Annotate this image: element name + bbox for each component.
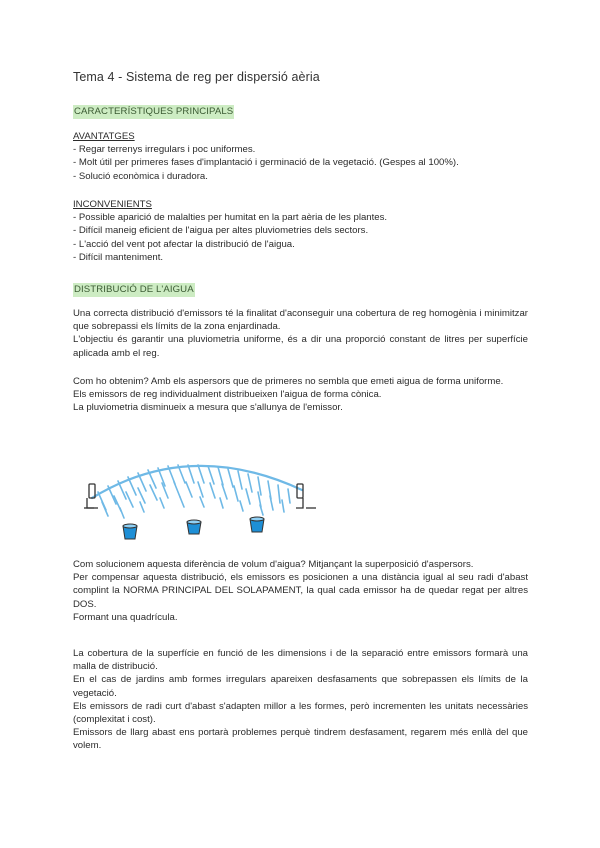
paragraph-line: Una correcta distribució d'emissors té la finalitat d'aconseguir una cobertura de reg homogènia i minimitzar que sobrepassi els límits de la zona enjardinada. — [73, 308, 528, 333]
highlighted-heading: DISTRIBUCIÓ DE L'AIGUA — [74, 284, 194, 295]
advantages-block — [73, 130, 459, 183]
paragraph-line: En el cas de jardins amb formes irregulars apareixen desfasaments que sobrepassen els límits de la vegetació. — [73, 674, 528, 699]
paragraph-line: Els emissors de reg individualment distribueixen l'aigua de forma cònica. — [73, 389, 382, 401]
drawback-item: - Difícil maneig eficient de l'aigua per altes pluviometries dels sectors. — [73, 225, 369, 237]
advantage-item: - Molt útil per primeres fases d'implantació i germinació de la vegetació. (Gespes al 100%). — [73, 157, 459, 169]
bucket-icon — [123, 524, 137, 539]
section-heading-distribution — [73, 279, 195, 297]
section-heading-characteristics — [73, 101, 234, 119]
paragraph-line: L'objectiu és garantir una pluviometria uniforme, és a dir una proporció constant de litres per superfície aplicada amb el reg. — [73, 334, 528, 359]
drawbacks-block — [73, 198, 387, 264]
paragraph-1 — [73, 307, 528, 360]
advantage-item: - Solució econòmica i duradora. — [73, 170, 208, 182]
sprinkler-overlap-diagram — [80, 446, 330, 546]
paragraph-line: Emissors de llarg abast ens portarà problemes perquè tindrem desfasament, regarem més enllà del que volem. — [73, 727, 528, 752]
paragraph-line: Com ho obtenim? Amb els aspersors que de primeres no sembla que emeti aigua de forma uniforme. — [73, 376, 504, 387]
highlighted-heading: CARACTERÍSTIQUES PRINCIPALS — [74, 106, 234, 117]
bucket-icon — [187, 520, 201, 534]
drawback-item: - Difícil manteniment. — [73, 251, 164, 263]
advantages-heading: AVANTATGES — [73, 131, 135, 142]
paragraph-line: La pluviometria disminueix a mesura que s'allunya de l'emissor. — [73, 402, 343, 414]
paragraph-line: La cobertura de la superfície en funció de les dimensions i de la separació entre emissors formarà una malla de distribució. — [73, 648, 528, 673]
paragraph-4 — [73, 647, 528, 753]
paragraph-2 — [73, 375, 528, 415]
bucket-icon — [250, 517, 264, 532]
drawbacks-heading: INCONVENIENTS — [73, 199, 152, 210]
drawback-item: - Possible aparició de malalties per humitat en la part aèria de les plantes. — [73, 212, 388, 224]
paragraph-3 — [73, 558, 528, 624]
page-title: Tema 4 - Sistema de reg per dispersió aèria — [73, 70, 320, 84]
advantage-item: - Regar terrenys irregulars i poc uniformes. — [73, 144, 256, 156]
paragraph-line: Per compensar aquesta distribució, els emissors es posicionen a una distància igual al seu radi d'abast complint la NORMA PRINCIPAL DEL SOLAPAMENT, la qual cada emissor ha de quedar regat per altres DOS. — [73, 572, 528, 610]
paragraph-line: Com solucionem aquesta diferència de volum d'aigua? Mitjançant la superposició d'aspersors. — [73, 559, 474, 570]
drawback-item: - L'acció del vent pot afectar la distribució de l'aigua. — [73, 238, 295, 250]
paragraph-line: Formant una quadrícula. — [73, 611, 178, 623]
paragraph-line: Els emissors de radi curt d'abast s'adapten millor a les formes, però incrementen les unitats necessàries (complexitat i cost). — [73, 700, 528, 726]
water-spray-arc — [92, 465, 302, 518]
